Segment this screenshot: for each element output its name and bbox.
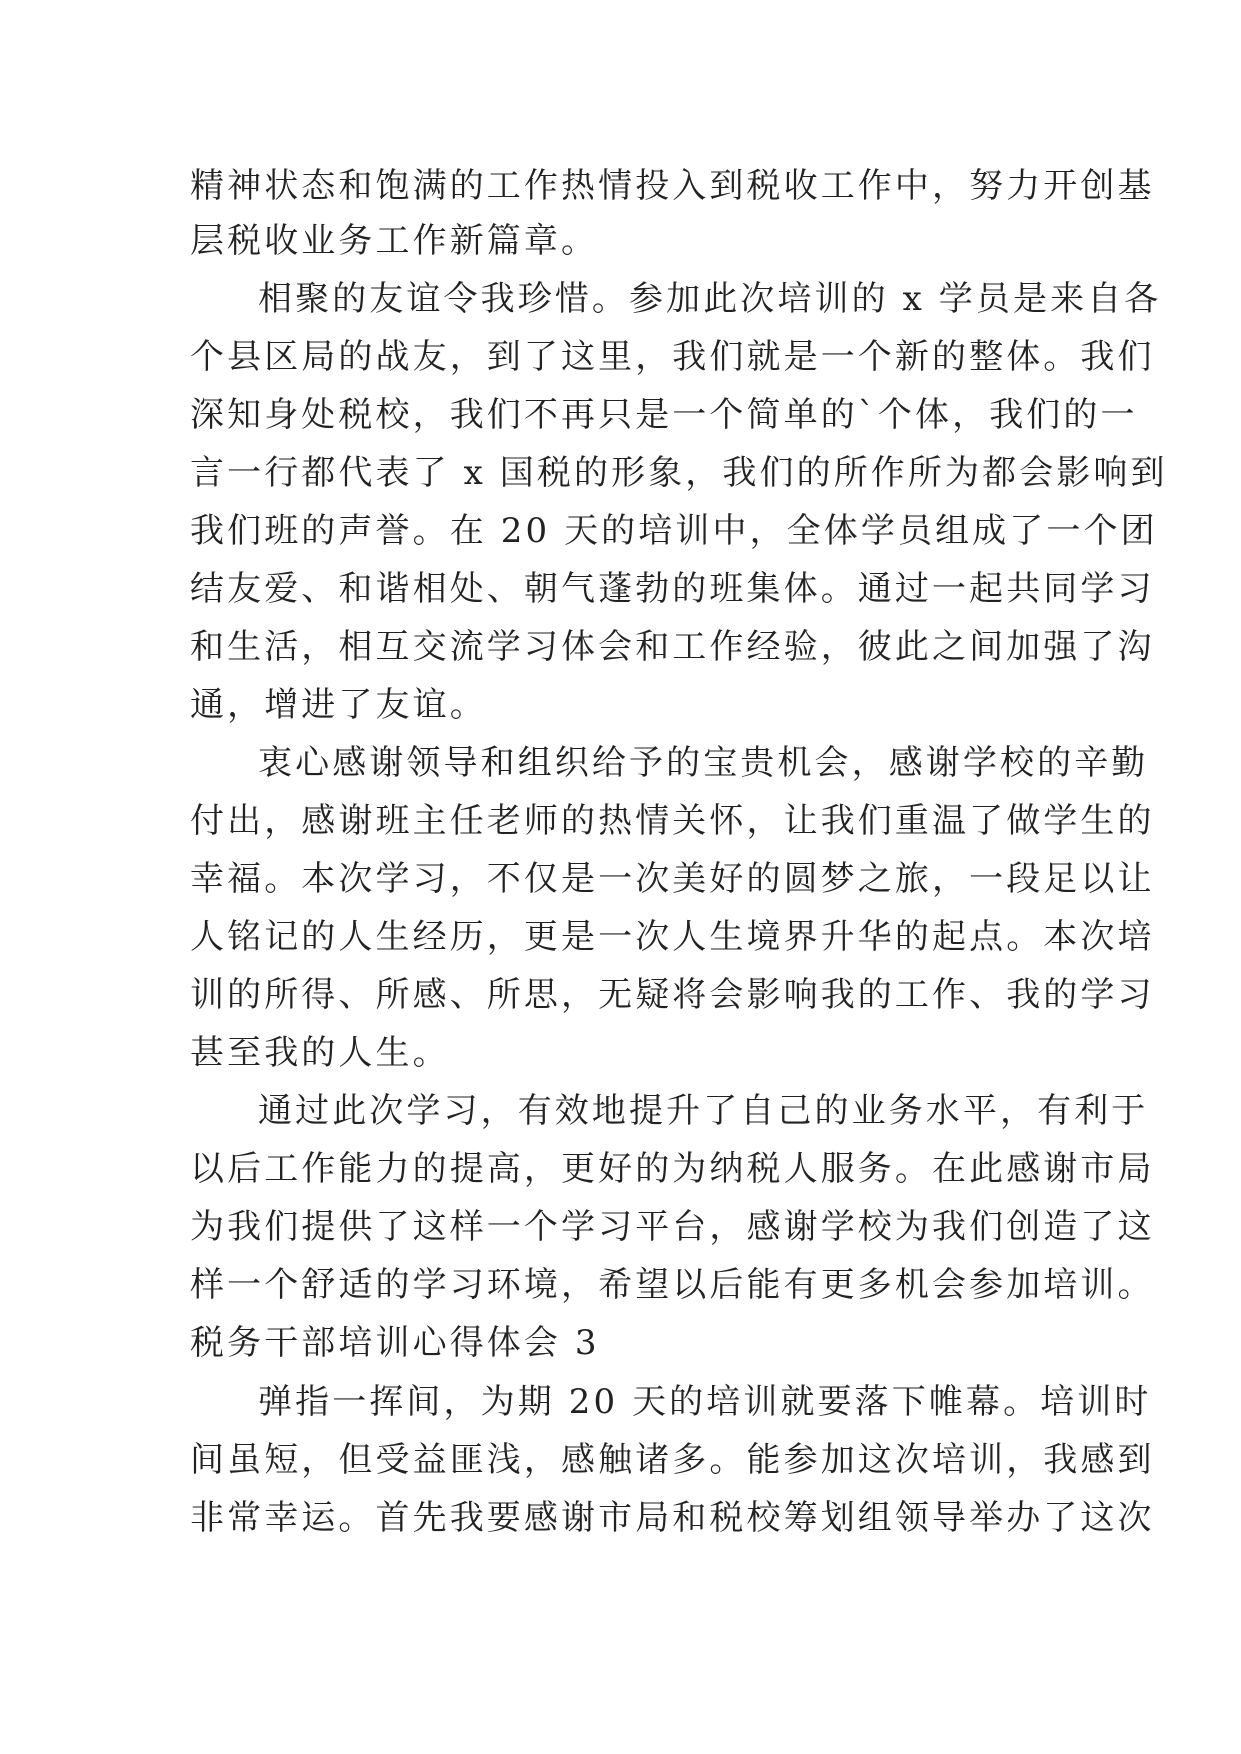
text-line: 人铭记的人生经历，更是一次人生境界升华的起点。本次培 [190,917,1155,957]
paragraph-start-line: 衷心感谢领导和组织给予的宝贵机会，感谢学校的辛勤 [258,743,1149,783]
paragraph-start-line: 相聚的友谊令我珍惜。参加此次培训的 x 学员是来自各 [258,279,1162,319]
text-line: 通，增进了友谊。 [190,685,487,725]
text-line: 样一个舒适的学习环境，希望以后能有更多机会参加培训。 [190,1265,1155,1305]
text-line: 个县区局的战友，到了这里，我们就是一个新的整体。我们 [190,337,1155,377]
text-line: 精神状态和饱满的工作热情投入到税收工作中，努力开创基 [190,166,1155,206]
text-line: 幸福。本次学习，不仅是一次美好的圆梦之旅，一段足以让 [190,859,1155,899]
paragraph-start-line: 通过此次学习，有效地提升了自己的业务水平，有利于 [258,1091,1149,1131]
text-line: 和生活，相互交流学习体会和工作经验，彼此之间加强了沟 [190,627,1155,667]
text-line: 深知身处税校，我们不再只是一个简单的`个体，我们的一 [190,395,1138,435]
text-line: 以后工作能力的提高，更好的为纳税人服务。在此感谢市局 [190,1149,1155,1189]
text-line: 层税收业务工作新篇章。 [190,221,599,261]
text-line: 间虽短，但受益匪浅，感触诸多。能参加这次培训，我感到 [190,1440,1155,1480]
text-line: 甚至我的人生。 [190,1033,450,1073]
paragraph-start-line: 弹指一挥间，为期 20 天的培训就要落下帷幕。培训时 [258,1382,1152,1422]
text-line: 我们班的声誉。在 20 天的培训中，全体学员组成了一个团 [190,511,1158,551]
text-line: 为我们提供了这样一个学习平台，感谢学校为我们创造了这 [190,1207,1155,1247]
text-line: 训的所得、所感、所思，无疑将会影响我的工作、我的学习 [190,975,1155,1015]
text-line: 付出，感谢班主任老师的热情关怀，让我们重温了做学生的 [190,801,1155,841]
text-line: 非常幸运。首先我要感谢市局和税校筹划组领导举办了这次 [190,1498,1155,1538]
text-line: 结友爱、和谐相处、朝气蓬勃的班集体。通过一起共同学习 [190,569,1155,609]
section-heading: 税务干部培训心得体会 3 [190,1323,600,1363]
text-line: 言一行都代表了 x 国税的形象，我们的所作所为都会影响到 [190,453,1168,493]
